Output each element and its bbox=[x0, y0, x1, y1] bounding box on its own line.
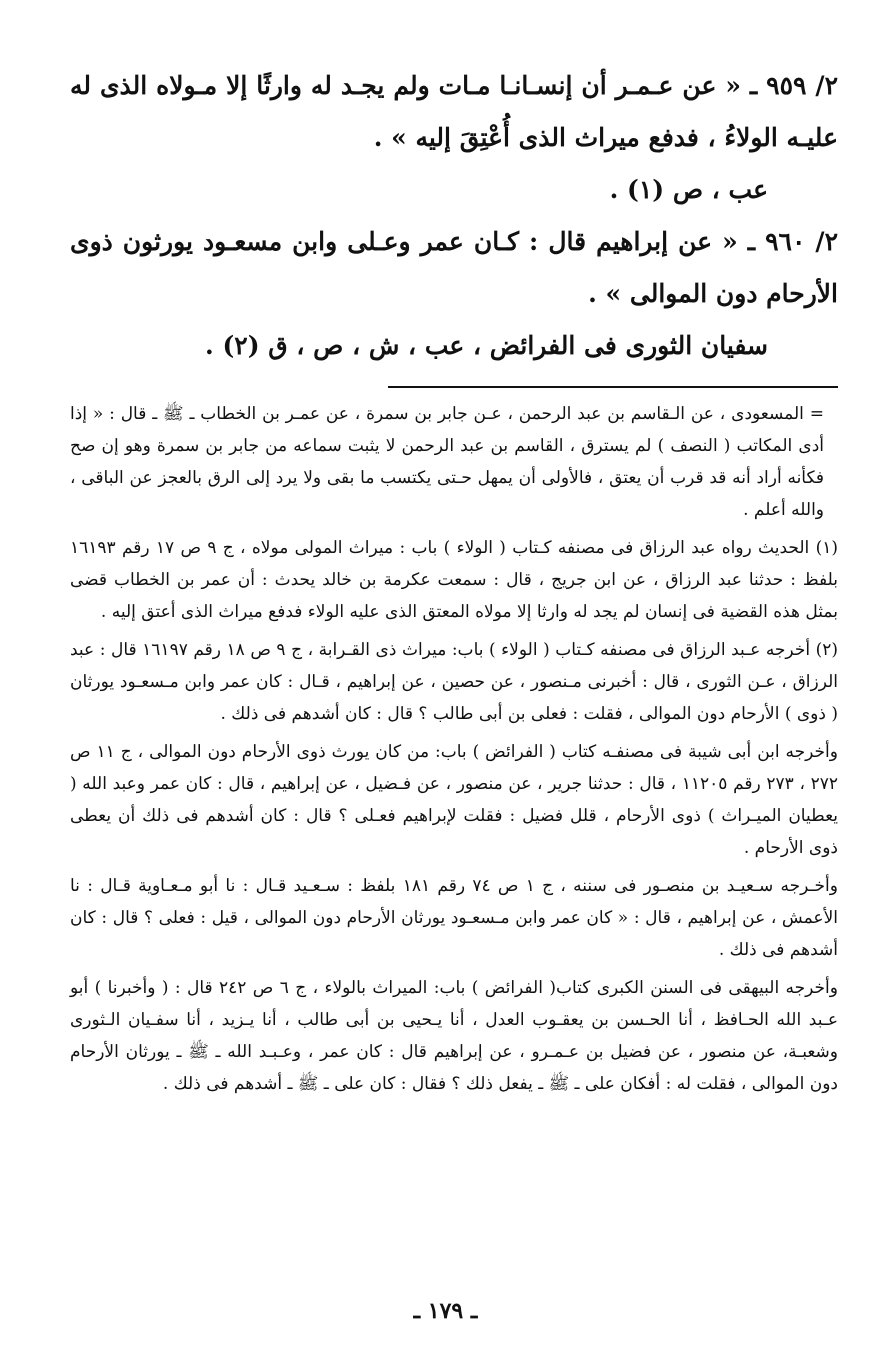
hadith-960: ٢/ ٩٦٠ ـ « عن إبراهيم قال : كـان عمر وعـلى وابن مسعـود يورثون ذوى الأرحام دون الموالى » . bbox=[70, 227, 838, 308]
hadith-959: ٢/ ٩٥٩ ـ « عن عـمـر أن إنسـانـا مـات ولم يجـد له وارثًا إلا مـولاه الذى له عليـه الولاءُ ، فدفع ميراث الذى أُعْتِقَ إليه » . bbox=[70, 71, 838, 152]
page-number: ـ ١٧٩ ـ bbox=[413, 1298, 478, 1324]
page bbox=[70, 60, 838, 1330]
footnote-2b: وأخرجه ابن أبى شيبة فى مصنفـه كتاب ( الفرائض ) باب: من كان يورث ذوى الأرحام دون الموالى ، ج ١١ ص ٢٧٢ ، ٢٧٣ رقم ١١٢٠٥ ، قال : حدثنا جرير ، عن منصور ، عن فـضيل ، عن إبراهيم ، قال : كان عمر وعبد الله ( يعطيان الميـراث ) ذوى الأرحام ، قلل فضيل : فقلت لإبراهيم فعـلى ؟ قال : كان أشدهم فى ذلك أن يعطى ذوى الأرحام . bbox=[70, 742, 838, 858]
footnote-continuation: = المسعودى ، عن الـقاسم بن عبد الرحمن ، عـن جابر بن سمرة ، عن عمـر بن الخطاب ـ ﷺ ـ قال : « إذا أدى المكاتب ( النصف ) لم يسترق ، القاسم بن عبد الرحمن لا يثبت سماعه من جابر بن سمرة وهو إن صح فكأنه أراد أنه قد قرب أن يعتق ، فالأولى أن يمهل حـتى يكتسب ما بقى ولا يرد إلى الرق بالعجز عن الباقى ، والله أعلم . bbox=[70, 404, 824, 520]
footnotes bbox=[70, 398, 838, 1100]
footnote-2d: وأخرجه البيهقى فى السنن الكبرى كتاب( الفرائض ) باب: الميراث بالولاء ، ج ٦ ص ٢٤٢ قال : ( وأخبرنا ) أبو عـبد الله الحـافظ ، أنا الحـسن بن يعقـوب العدل ، أنا يـحيى بن أبى طالب ، أنا يـزيد ، أنا سفـيان الـثورى وشعبـة، عن منصور ، عن فضيل بن عـمـرو ، عن إبراهيم قال : كان عمر ، وعـبـد الله ـ ﷺ ـ يورثان الأرحام دون الموالى ، فقلت له : أفكان على ـ ﷺ ـ يفعل ذلك ؟ فقال : كان على ـ ﷺ ـ أشدهم فى ذلك . bbox=[70, 978, 838, 1094]
footnote-2c: وأخـرجه سـعيـد بن منصـور فى سننه ، ج ١ ص ٧٤ رقم ١٨١ بلفظ : سـعـيد قـال : نا أبو مـعـاوية قـال : نا الأعمش ، عن إبراهيم ، قال : « كان عمر وابن مـسعـود يورثان الأرحام دون الموالى ، قيل : فعلى ؟ قال : كان أشدهم فى ذلك . bbox=[70, 876, 838, 960]
main-text bbox=[70, 60, 838, 372]
hadith-959-source: عب ، ص (١) . bbox=[609, 175, 768, 204]
footnote-divider bbox=[388, 386, 838, 388]
footnote-2a: (٢) أخرجه عـبد الرزاق فى مصنفه كـتاب ( الولاء ) باب: ميراث ذى القـرابة ، ج ٩ ص ١٨ رقم ١٦١٩٧ قال : عبد الرزاق ، عـن الثورى ، قال : أخبرنى مـنصور ، عن حصين ، عن إبراهيم ، قـال : كان عمر وابن مـسعـود يورثان ( ذوى ) الأرحام دون الموالى ، فقلت : فعلى بن أبى طالب ؟ قال : كان أشدهم فى ذلك . bbox=[70, 640, 838, 724]
footnote-1: (١) الحديث رواه عبد الرزاق فى مصنفه كـتاب ( الولاء ) باب : ميراث المولى مولاه ، ج ٩ ص ١٧ رقم ١٦١٩٣ بلفظ : حدثنا عبد الرزاق ، عن ابن جريج ، قال : سمعت عكرمة بن خالد يحدث : أن عمر بن الخطاب قضى بمثل هذه القضية فى إنسان لم يجد له وارثا إلا مولاه المعتق الذى عليه الولاء فدفع ميراث الذى أعتق إليه . bbox=[70, 538, 838, 622]
hadith-960-source: سفيان الثورى فى الفرائض ، عب ، ش ، ص ، ق (٢) . bbox=[205, 331, 768, 360]
